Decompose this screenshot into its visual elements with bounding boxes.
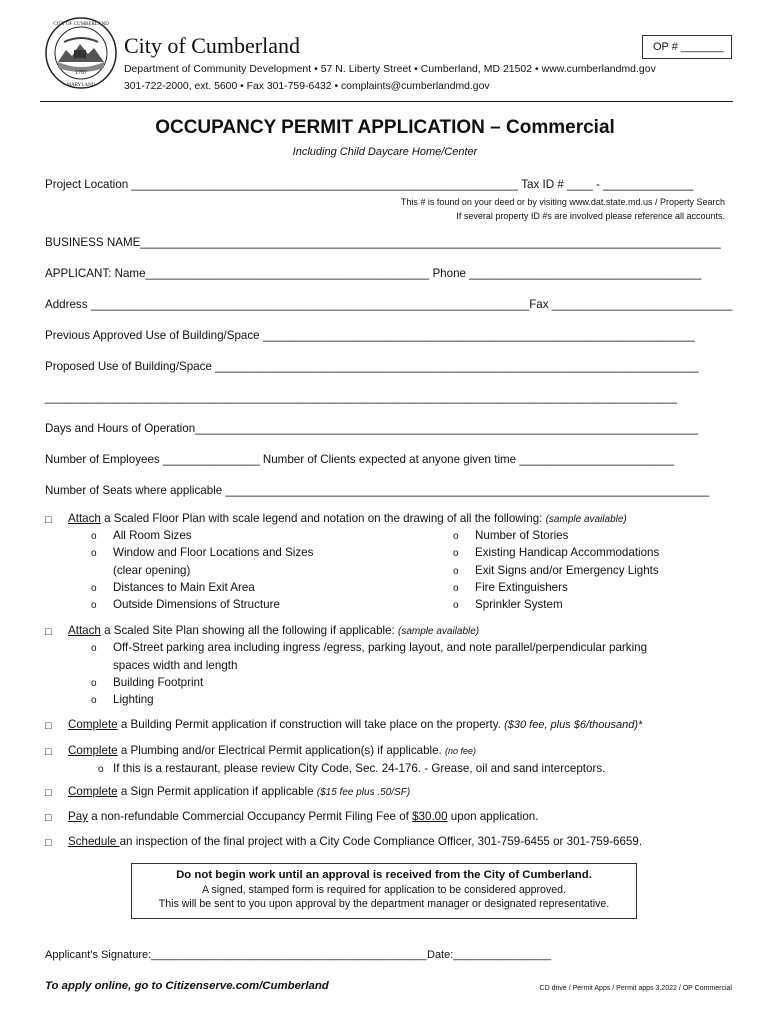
schedule-text: an inspection of the final project with a City Code Compliance Officer, 301-759-6455 or 301-759-6659.: [119, 835, 643, 848]
notice-line: A signed, stamped form is required for application to be considered approved.: [202, 884, 566, 896]
restaurant-grease-note: If this is a restaurant, please review City Code, Sec. 24-176. - Grease, oil and sand interceptors.: [113, 762, 606, 775]
department-address-line: Department of Community Development • 57 N. Liberty Street • Cumberland, MD 21502 • www.cumberlandmd.gov: [124, 64, 656, 75]
floor-plan-checkbox[interactable]: □: [45, 514, 52, 526]
plumbing-note: (no fee): [444, 746, 477, 756]
plumbing-text: a Plumbing and/or Electrical Permit application(s) if applicable.: [117, 744, 445, 757]
site-plan-sub-item: Lighting: [113, 693, 154, 706]
days-hours-field[interactable]: Days and Hours of Operation______________________________________________________________________________: [45, 422, 699, 435]
fee-text: a non-refundable Commercial Occupancy Permit Filing Fee of: [87, 810, 413, 823]
file-path-note: CD drive / Permit Apps / Permit apps 3.2022 / OP Commercial: [539, 985, 732, 992]
bullet-icon: o: [91, 583, 97, 594]
plumbing-electrical-checkbox[interactable]: □: [45, 746, 52, 758]
bullet-icon: o: [453, 600, 459, 611]
business-name-field[interactable]: BUSINESS NAME__________________________________________________________________________________________: [45, 236, 721, 249]
bullet-icon: o: [91, 678, 97, 689]
floor-plan-item: [68, 512, 627, 525]
city-seal-logo: [44, 16, 118, 90]
floor-plan-right-item: Number of Stories: [475, 529, 569, 542]
site-plan-sub-item: Off-Street parking area including ingress /egress, parking layout, and note parallel/perpendicular parking: [113, 641, 648, 654]
project-location-field[interactable]: Project Location ____________________________________________________________ Tax ID # ____ - ______________: [45, 178, 694, 191]
building-permit-action: Complete: [68, 718, 118, 731]
site-plan-note: (sample available): [397, 626, 480, 637]
tax-id-note: This # is found on your deed or by visiting www.dat.state.md.us / Property Search: [400, 197, 725, 207]
site-plan-action: Attach: [68, 624, 101, 637]
contact-line: 301-722-2000, ext. 5600 • Fax 301-759-6432 • complaints@cumberlandmd.gov: [124, 81, 490, 92]
bullet-icon: o: [453, 583, 459, 594]
site-plan-sub-item: Building Footprint: [113, 676, 204, 689]
bullet-icon: o: [453, 548, 459, 559]
address-fax-field[interactable]: Address ____________________________________________________________________Fax ____________________________: [45, 298, 733, 311]
floor-plan-left-item: Window and Floor Locations and Sizes: [113, 546, 314, 559]
floor-plan-action: Attach: [68, 512, 101, 525]
proposed-use-field[interactable]: Proposed Use of Building/Space ___________________________________________________________________________: [45, 360, 699, 373]
svg-text:1787: 1787: [75, 70, 87, 76]
notice-line: This will be sent to you upon approval by the department manager or designated representative.: [158, 898, 610, 910]
date-field[interactable]: Date:________________: [427, 949, 552, 961]
plumbing-electrical-item: [68, 744, 476, 757]
bullet-icon: o: [453, 531, 459, 542]
floor-plan-left-item: All Room Sizes: [113, 529, 192, 542]
seats-field[interactable]: Number of Seats where applicable ___________________________________________________________________________: [45, 484, 710, 497]
bullet-icon: o: [91, 695, 97, 706]
proposed-use-continuation-field[interactable]: __________________________________________________________________________________________________: [45, 391, 677, 404]
floor-plan-note: (sample available): [545, 514, 627, 525]
floor-plan-right-item: Sprinkler System: [475, 598, 563, 611]
bullet-icon: o: [98, 764, 104, 775]
multiple-accounts-note: If several property ID #s are involved please reference all accounts.: [456, 211, 725, 221]
city-title: City of Cumberland: [124, 33, 300, 58]
floor-plan-right-item: Existing Handicap Accommodations: [475, 546, 660, 559]
schedule-inspection-item: [68, 835, 642, 848]
schedule-action: Schedule: [68, 835, 120, 848]
floor-plan-right-item: Exit Signs and/or Emergency Lights: [475, 564, 659, 577]
page-title: OCCUPANCY PERMIT APPLICATION – Commercial: [155, 117, 615, 138]
building-permit-item: [68, 718, 642, 731]
filing-fee-checkbox[interactable]: □: [45, 812, 52, 824]
floor-plan-right-item: Fire Extinguishers: [475, 581, 568, 594]
site-plan-text: a Scaled Site Plan showing all the following if applicable:: [100, 624, 398, 637]
notice-heading: Do not begin work until an approval is received from the City of Cumberland.: [176, 869, 592, 881]
sign-permit-item: [68, 785, 410, 798]
fee-action: Pay: [68, 810, 88, 823]
building-permit-note: ($30 fee, plus $6/thousand)*: [504, 719, 643, 731]
schedule-inspection-checkbox[interactable]: □: [45, 837, 52, 849]
employees-clients-field[interactable]: Number of Employees _______________ Number of Clients expected at anyone given time ________________________: [45, 453, 675, 466]
svg-text:MARYLAND: MARYLAND: [66, 83, 96, 88]
floor-plan-left-item: Distances to Main Exit Area: [113, 581, 255, 594]
building-permit-checkbox[interactable]: □: [45, 720, 52, 732]
fee-tail: upon application.: [447, 810, 539, 823]
site-plan-sub-item: spaces width and length: [113, 659, 238, 672]
page-subtitle: Including Child Daycare Home/Center: [292, 146, 478, 158]
sign-permit-checkbox[interactable]: □: [45, 787, 52, 799]
approval-notice-box: [131, 863, 637, 919]
floor-plan-text: a Scaled Floor Plan with scale legend and notation on the drawing of all the following:: [100, 512, 546, 525]
filing-fee-item: [68, 810, 538, 823]
bullet-icon: o: [91, 600, 97, 611]
floor-plan-left-item: Outside Dimensions of Structure: [113, 598, 280, 611]
apply-online-note: To apply online, go to Citizenserve.com/Cumberland: [45, 980, 329, 992]
applicant-signature-field[interactable]: Applicant’s Signature:_____________________________________________: [45, 949, 427, 961]
bullet-icon: o: [91, 643, 97, 654]
op-number-field[interactable]: OP # _______: [642, 35, 732, 59]
header-divider: [40, 101, 733, 102]
bullet-icon: o: [91, 531, 97, 542]
applicant-name-phone-field[interactable]: APPLICANT: Name____________________________________________ Phone ____________________________________: [45, 267, 702, 280]
building-permit-text: a Building Permit application if construction will take place on the property.: [117, 718, 505, 731]
bullet-icon: o: [453, 566, 459, 577]
site-plan-item: [68, 624, 479, 637]
bullet-icon: o: [91, 548, 97, 559]
sign-permit-action: Complete: [68, 785, 118, 798]
previous-use-field[interactable]: Previous Approved Use of Building/Space ___________________________________________________________________: [45, 329, 695, 342]
site-plan-checkbox[interactable]: □: [45, 626, 52, 638]
sign-permit-text: a Sign Permit application if applicable: [117, 785, 317, 798]
plumbing-action: Complete: [68, 744, 118, 757]
svg-text:CITY OF CUMBERLAND: CITY OF CUMBERLAND: [53, 22, 109, 27]
sign-permit-note: ($15 fee plus .50/SF): [316, 787, 411, 798]
floor-plan-left-item: (clear opening): [113, 564, 191, 577]
fee-amount: $30.00: [412, 810, 448, 823]
